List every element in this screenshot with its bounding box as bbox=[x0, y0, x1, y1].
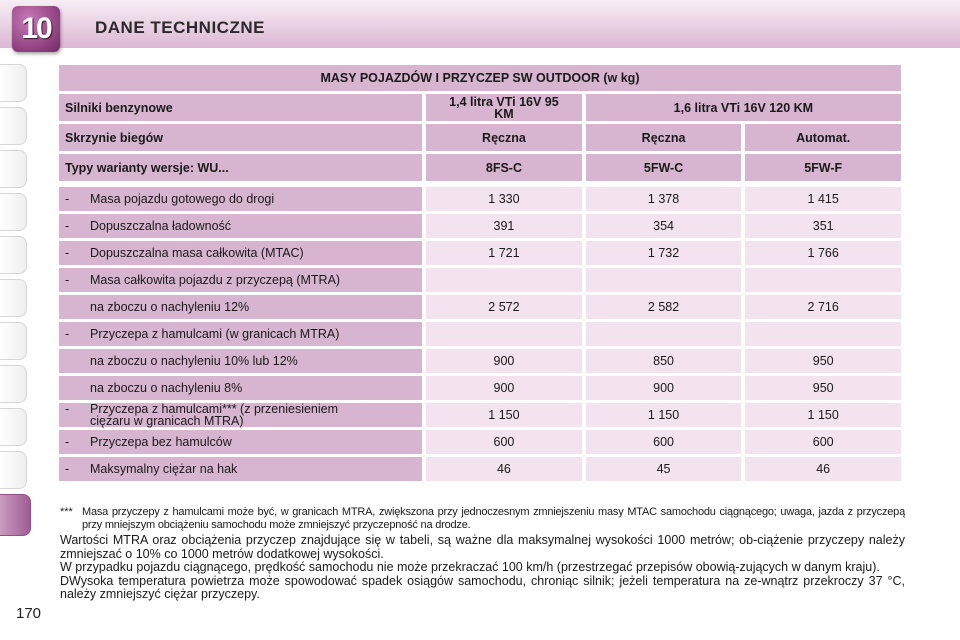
row-label: na zboczu o nachyleniu 12% bbox=[90, 300, 250, 314]
side-tab[interactable] bbox=[0, 279, 27, 317]
vehicle-mass-table bbox=[55, 62, 905, 484]
footnote bbox=[60, 506, 905, 532]
row-value: 46 bbox=[426, 457, 582, 481]
side-tab[interactable] bbox=[0, 236, 27, 274]
side-tab[interactable] bbox=[0, 408, 27, 446]
table-row bbox=[59, 241, 901, 265]
gearbox-cell: Ręczna bbox=[426, 124, 582, 151]
row-value: 850 bbox=[586, 349, 742, 373]
row-value bbox=[426, 268, 582, 292]
gearbox-label: Skrzynie biegów bbox=[59, 124, 422, 151]
row-label: na zboczu o nachyleniu 10% lub 12% bbox=[90, 354, 298, 368]
row-dash: - bbox=[65, 246, 70, 260]
side-tab[interactable] bbox=[0, 107, 27, 145]
row-value: 1 150 bbox=[586, 403, 742, 427]
row-value: 950 bbox=[745, 349, 901, 373]
side-tab[interactable] bbox=[0, 193, 27, 231]
row-value bbox=[426, 322, 582, 346]
side-tab-active[interactable] bbox=[0, 494, 31, 536]
row-value bbox=[745, 268, 901, 292]
row-value bbox=[586, 268, 742, 292]
note-paragraph: DWysoka temperatura powietrza może spowodować spadek osiągów samochodu, chroniąc silnik; jeżeli temperatura na ze-wnątrz przekroczy 37 °C, należy zmniejszyć ciężar przyczepy. bbox=[60, 573, 905, 601]
row-dash: - bbox=[65, 219, 70, 233]
notes-text bbox=[60, 534, 905, 602]
row-dash: - bbox=[65, 462, 70, 476]
side-tab[interactable] bbox=[0, 451, 27, 489]
gearbox-cell: Automat. bbox=[745, 124, 901, 151]
table-row bbox=[59, 430, 901, 454]
row-value: 1 721 bbox=[426, 241, 582, 265]
table-row bbox=[59, 187, 901, 211]
row-value: 1 378 bbox=[586, 187, 742, 211]
footnote-text: Masa przyczepy z hamulcami może być, w granicach MTRA, zwiększona przy jednoczesnym zmniejszeniu masy MTAC samochodu ciągnącego; uwaga, jazda z przyczepą przy mniejszym obciążeniu samochodu może zmniejszyć przyczepność na drodze. bbox=[82, 506, 905, 531]
side-tab[interactable] bbox=[0, 150, 27, 188]
row-value: 354 bbox=[586, 214, 742, 238]
row-value: 1 732 bbox=[586, 241, 742, 265]
row-dash: - bbox=[65, 435, 70, 449]
row-value: 1 330 bbox=[426, 187, 582, 211]
row-label: Masa całkowita pojazdu z przyczepą (MTRA) bbox=[90, 273, 341, 287]
row-value: 2 582 bbox=[586, 295, 742, 319]
row-value: 1 150 bbox=[745, 403, 901, 427]
row-label: na zboczu o nachyleniu 8% bbox=[90, 381, 243, 395]
chapter-number-badge: 10 bbox=[12, 6, 60, 52]
variant-cell: 8FS-C bbox=[426, 154, 582, 181]
table-row bbox=[59, 295, 901, 319]
row-label: Przyczepa z hamulcami*** (z przeniesieniem bbox=[90, 402, 339, 416]
page-number: 170 bbox=[16, 605, 42, 622]
row-value bbox=[586, 322, 742, 346]
row-value: 1 415 bbox=[745, 187, 901, 211]
table-row bbox=[59, 349, 901, 373]
row-dash: - bbox=[65, 402, 70, 416]
row-label-continued: ciężaru w granicach MTRA) bbox=[90, 414, 244, 428]
table-row bbox=[59, 214, 901, 238]
table-row bbox=[59, 322, 901, 346]
variant-cell: 5FW-C bbox=[586, 154, 742, 181]
row-value: 45 bbox=[586, 457, 742, 481]
row-value: 600 bbox=[426, 430, 582, 454]
row-value bbox=[745, 322, 901, 346]
row-value: 1 766 bbox=[745, 241, 901, 265]
row-value: 1 150 bbox=[426, 403, 582, 427]
note-paragraph: Wartości MTRA oraz obciążenia przyczep znajdujące się w tabeli, są ważne dla maksymalnej wysokości 1000 metrów; ob-ciążenie przyczepy należy zmniejszać o 10% co 1000 metrów dodatkowej wysokości. bbox=[60, 533, 905, 561]
table-row bbox=[59, 268, 901, 292]
row-value: 950 bbox=[745, 376, 901, 400]
side-tab[interactable] bbox=[0, 64, 27, 102]
side-tab[interactable] bbox=[0, 365, 27, 403]
row-value: 600 bbox=[745, 430, 901, 454]
engine-1-header: 1,4 litra VTi 16V 95 KM bbox=[426, 94, 582, 121]
row-value: 2 716 bbox=[745, 295, 901, 319]
row-label: Maksymalny ciężar na hak bbox=[90, 462, 238, 476]
variants-label: Typy warianty wersje: WU... bbox=[59, 154, 422, 181]
note-paragraph: W przypadku pojazdu ciągnącego, prędkość samochodu nie może przekraczać 100 km/h (przestrzegać przepisów obowią-zujących w danym kraju). bbox=[60, 560, 880, 574]
engines-label: Silniki benzynowe bbox=[59, 94, 422, 121]
side-tab[interactable] bbox=[0, 322, 27, 360]
row-dash: - bbox=[65, 192, 70, 206]
row-label: Przyczepa bez hamulców bbox=[90, 435, 232, 449]
row-value: 391 bbox=[426, 214, 582, 238]
row-value: 600 bbox=[586, 430, 742, 454]
row-value: 46 bbox=[745, 457, 901, 481]
row-label: Przyczepa z hamulcami (w granicach MTRA) bbox=[90, 327, 340, 341]
row-value: 900 bbox=[426, 349, 582, 373]
row-dash: - bbox=[65, 327, 70, 341]
table-row bbox=[59, 376, 901, 400]
row-value: 900 bbox=[586, 376, 742, 400]
table-row bbox=[59, 457, 901, 481]
table-title: MASY POJAZDÓW I PRZYCZEP SW OUTDOOR (w kg) bbox=[59, 65, 901, 91]
row-value: 2 572 bbox=[426, 295, 582, 319]
row-dash: - bbox=[65, 273, 70, 287]
footnote-mark: *** bbox=[60, 506, 73, 518]
chapter-side-tabs bbox=[0, 64, 30, 541]
variant-cell: 5FW-F bbox=[745, 154, 901, 181]
row-value: 351 bbox=[745, 214, 901, 238]
engine-2-header: 1,6 litra VTi 16V 120 KM bbox=[586, 94, 901, 121]
row-label: Dopuszczalna ładowność bbox=[90, 219, 232, 233]
row-label: Dopuszczalna masa całkowita (MTAC) bbox=[90, 246, 304, 260]
row-value: 900 bbox=[426, 376, 582, 400]
table-row bbox=[59, 403, 901, 427]
gearbox-cell: Ręczna bbox=[586, 124, 742, 151]
chapter-title: DANE TECHNICZNE bbox=[95, 18, 265, 37]
row-label: Masa pojazdu gotowego do drogi bbox=[90, 192, 275, 206]
